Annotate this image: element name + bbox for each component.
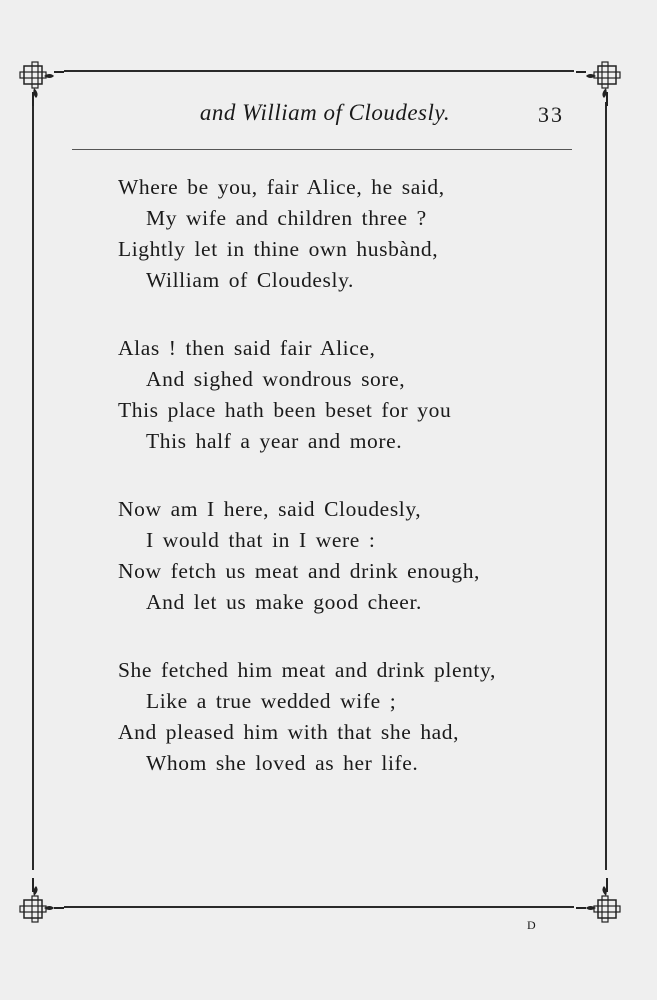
verse-line: Now fetch us meat and drink enough, [118,559,481,583]
poem-body [118,172,588,816]
frame-left-rule [32,102,34,870]
verse-line: This half a year and more. [146,429,403,453]
stanza [118,172,588,296]
verse-line: William of Cloudesly. [146,268,355,292]
frame-bottom-rule [64,906,574,908]
running-header-title: and William of Cloudesly. [199,100,451,125]
verse-line: This place hath been beset for you [118,398,452,422]
verse-line: My wife and children three ? [146,206,427,230]
stanza [118,655,588,779]
signature-mark: D [527,918,536,932]
stanza [118,494,588,618]
page-number: 33 [538,102,564,127]
verse-line: And let us make good cheer. [146,590,422,614]
verse-line: Like a true wedded wife ; [146,689,397,713]
stanza [118,333,588,457]
verse-line: Now am I here, said Cloudesly, [118,497,422,521]
verse-line: Lightly let in thine own husbànd, [118,237,439,261]
verse-line: Alas ! then said fair Alice, [118,336,376,360]
verse-line: Where be you, fair Alice, he said, [118,175,445,199]
frame-right-rule [605,102,607,870]
verse-line: She fetched him meat and drink plenty, [118,658,496,682]
verse-line: And pleased him with that she had, [118,720,460,744]
corner-ornament-icon [14,56,64,106]
verse-line: Whom she loved as her life. [146,751,419,775]
verse-line: And sighed wondrous sore, [146,367,406,391]
corner-ornament-icon [14,878,64,928]
header-rule [72,149,572,150]
corner-ornament-icon [576,56,626,106]
frame-top-rule [64,70,574,72]
corner-ornament-icon [576,878,626,928]
verse-line: I would that in I were : [146,528,376,552]
